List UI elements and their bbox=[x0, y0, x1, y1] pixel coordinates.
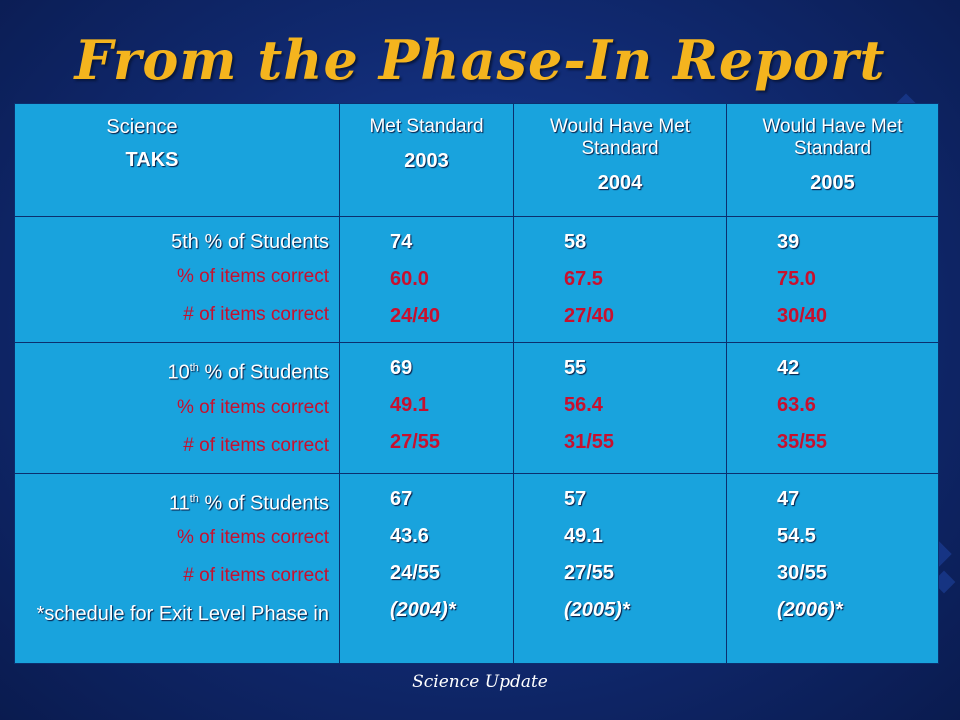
phase-in-table bbox=[14, 103, 939, 664]
values-2004 bbox=[514, 217, 727, 343]
students-value: 67 bbox=[390, 487, 413, 510]
values-2003 bbox=[340, 343, 514, 474]
metric-labels bbox=[15, 473, 340, 663]
grade-label: 11 bbox=[168, 492, 190, 515]
slide-title: From the Phase-In Report bbox=[74, 28, 886, 92]
num-value: 35/55 bbox=[777, 431, 828, 453]
column-label: Would Have Met Standard bbox=[549, 116, 691, 159]
num-value: 30/55 bbox=[777, 561, 828, 584]
students-label: 11th % of Students bbox=[168, 492, 329, 515]
num-value: 24/40 bbox=[390, 305, 441, 327]
pct-value: 54.5 bbox=[777, 524, 816, 547]
subject-label: Science bbox=[106, 116, 178, 138]
items-pct-label: % of items correct bbox=[176, 266, 329, 287]
items-num-label: # of items correct bbox=[183, 565, 329, 587]
values-2003 bbox=[340, 473, 514, 663]
num-value: 31/55 bbox=[564, 431, 615, 453]
students-value: 74 bbox=[390, 231, 413, 253]
subject-header bbox=[15, 104, 340, 217]
num-value: 30/40 bbox=[777, 305, 828, 327]
pct-value: 63.6 bbox=[777, 394, 816, 416]
schedule-note: *schedule for Exit Level Phase in bbox=[36, 603, 329, 626]
num-value: 27/40 bbox=[564, 305, 615, 327]
table-row-grade-11 bbox=[15, 473, 939, 663]
grade-label: 5th bbox=[171, 231, 199, 253]
schedule-value: (2005)* bbox=[564, 598, 630, 621]
values-2004 bbox=[514, 343, 727, 474]
column-year: 2005 bbox=[810, 172, 855, 194]
pct-value: 49.1 bbox=[564, 524, 603, 547]
students-value: 69 bbox=[390, 357, 413, 379]
students-value: 58 bbox=[564, 231, 587, 253]
values-2004 bbox=[514, 473, 727, 663]
values-2005 bbox=[727, 343, 939, 474]
num-value: 27/55 bbox=[564, 561, 615, 584]
items-num-label: # of items correct bbox=[183, 434, 329, 456]
column-year: 2003 bbox=[404, 150, 449, 172]
column-header-2004 bbox=[514, 104, 727, 217]
items-pct-label: % of items correct bbox=[176, 527, 329, 549]
students-value: 47 bbox=[777, 487, 800, 510]
pct-value: 56.4 bbox=[564, 394, 603, 416]
num-value: 27/55 bbox=[390, 431, 441, 453]
schedule-value: (2004)* bbox=[390, 598, 456, 621]
values-2005 bbox=[727, 473, 939, 663]
table-row-grade-10 bbox=[15, 343, 939, 474]
pct-value: 49.1 bbox=[390, 394, 429, 416]
table-row-grade-5 bbox=[15, 217, 939, 343]
pct-value: 67.5 bbox=[564, 268, 603, 290]
pct-value: 60.0 bbox=[390, 268, 429, 290]
students-label: 5th % of Students bbox=[171, 231, 329, 253]
slide-footer: Science Update bbox=[412, 672, 548, 692]
column-header-2005 bbox=[727, 104, 939, 217]
pct-value: 43.6 bbox=[390, 524, 429, 547]
students-value: 39 bbox=[777, 231, 800, 253]
grade-label: 10 bbox=[167, 361, 190, 384]
pct-value: 75.0 bbox=[777, 268, 816, 290]
grade-suffix: th bbox=[189, 492, 199, 505]
column-header-2003 bbox=[340, 104, 514, 217]
metric-labels bbox=[15, 217, 340, 343]
students-label: 10th % of Students bbox=[167, 361, 329, 384]
schedule-value: (2006)* bbox=[777, 598, 843, 621]
students-value: 55 bbox=[564, 357, 587, 379]
items-pct-label: % of items correct bbox=[176, 396, 329, 418]
students-value: 42 bbox=[777, 357, 800, 379]
test-label: TAKS bbox=[125, 149, 179, 171]
column-label: Would Have Met Standard bbox=[762, 116, 903, 159]
students-value: 57 bbox=[564, 487, 587, 510]
items-num-label: # of items correct bbox=[183, 304, 329, 325]
column-year: 2004 bbox=[597, 172, 643, 194]
column-label: Met Standard bbox=[369, 116, 484, 137]
grade-suffix: th bbox=[189, 362, 199, 374]
header-row bbox=[15, 104, 939, 217]
num-value: 24/55 bbox=[390, 561, 441, 584]
metric-labels bbox=[15, 343, 340, 474]
values-2005 bbox=[727, 217, 939, 343]
values-2003 bbox=[340, 217, 514, 343]
